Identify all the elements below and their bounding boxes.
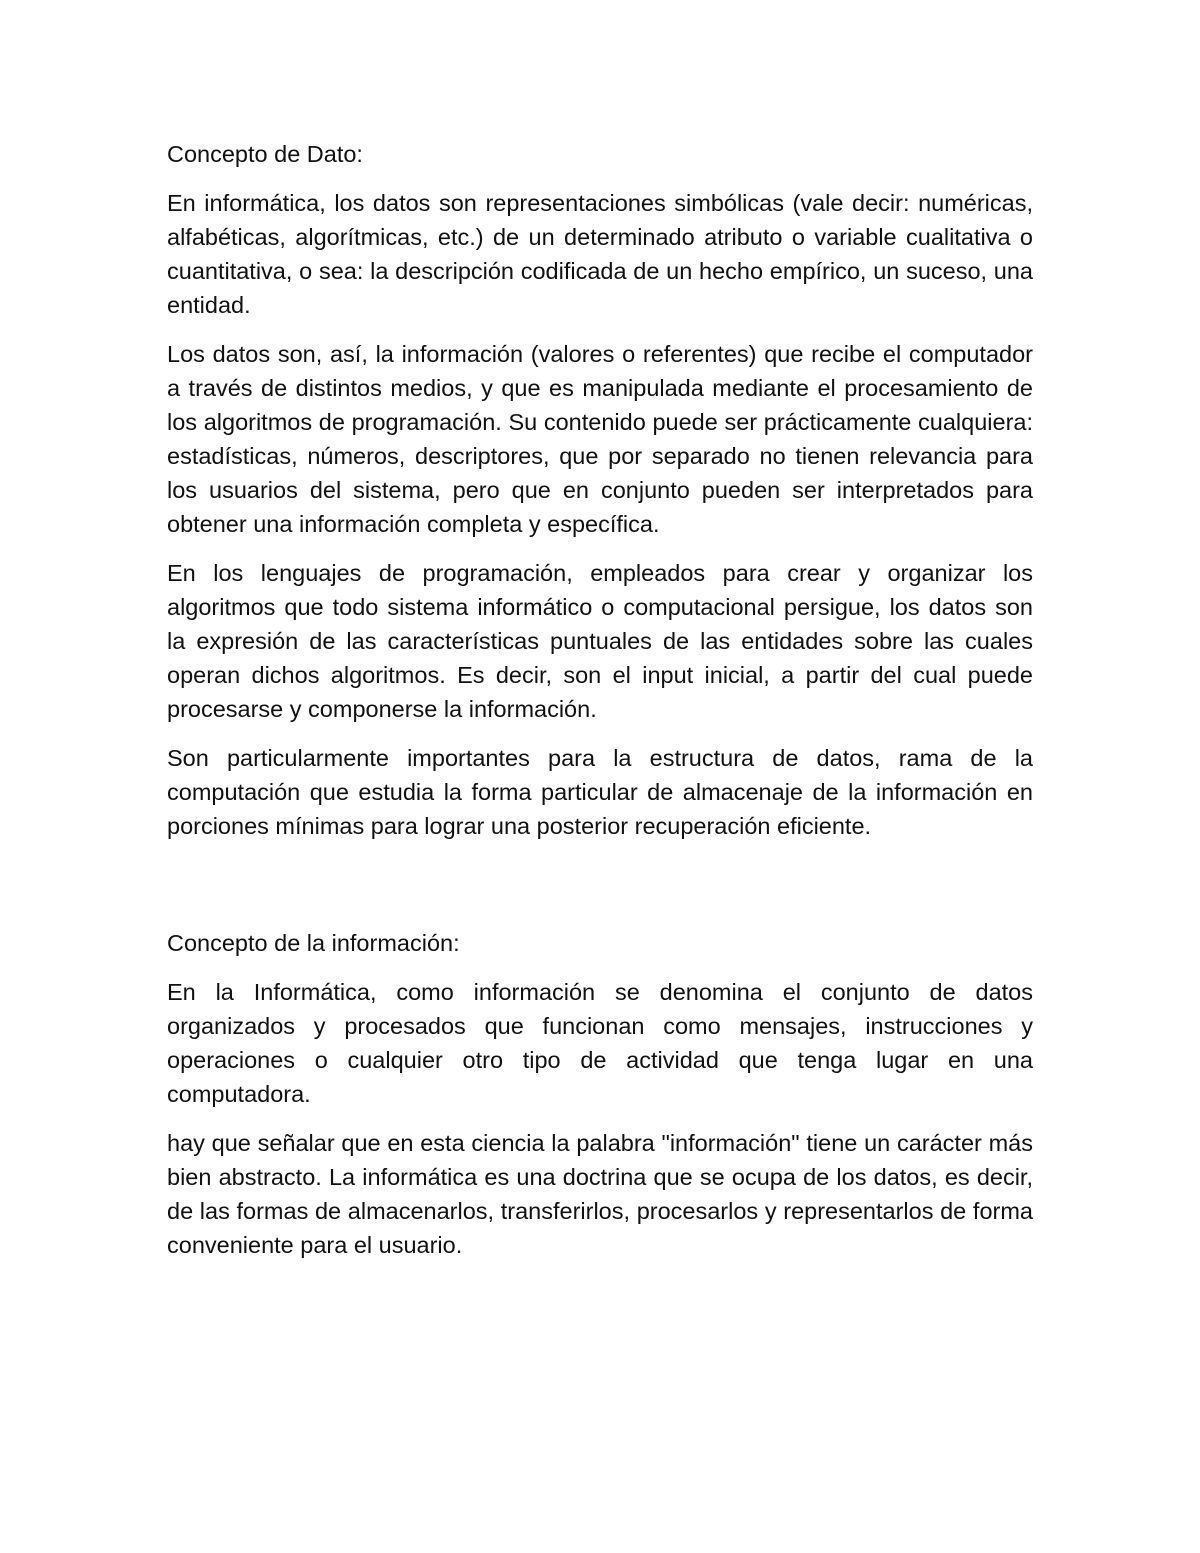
section-heading-dato: Concepto de Dato: bbox=[167, 141, 363, 167]
section-heading-informacion: Concepto de la información: bbox=[167, 930, 460, 956]
paragraph: Son particularmente importantes para la estructura de datos, rama de la computación que estudia la forma particular de almacenaje de la información en porciones mínimas para lograr una posterior recuperación eficiente. bbox=[167, 745, 1033, 839]
paragraph: En los lenguajes de programación, empleados para crear y organizar los algoritmos que todo sistema informático o computacional persigue, los datos son la expresión de las características puntuales de las entidades sobre las cuales operan dichos algoritmos. Es decir, son el input inicial, a partir del cual puede procesarse y componerse la información. bbox=[167, 560, 1033, 722]
paragraph: hay que señalar que en esta ciencia la palabra "información" tiene un carácter más bien abstracto. La informática es una doctrina que se ocupa de los datos, es decir, de las formas de almacenarlos, transferirlos, procesarlos y representarlos de forma conveniente para el usuario. bbox=[167, 1130, 1033, 1258]
paragraph: Los datos son, así, la información (valores o referentes) que recibe el computador a través de distintos medios, y que es manipulada mediante el procesamiento de los algoritmos de programación. Su contenido puede ser prácticamente cualquiera: estadísticas, números, descriptores, que por separado no tienen relevancia para los usuarios del sistema, pero que en conjunto pueden ser interpretados para obtener una información completa y específica. bbox=[167, 341, 1033, 537]
section-spacer bbox=[167, 858, 1033, 926]
paragraph: En informática, los datos son representaciones simbólicas (vale decir: numéricas, alfabéticas, algorítmicas, etc.) de un determinado atributo o variable cualitativa o cuantitativa, o sea: la descripción codificada de un hecho empírico, un suceso, una entidad. bbox=[167, 190, 1033, 318]
document-body bbox=[167, 137, 1033, 1277]
paragraph: En la Informática, como información se denomina el conjunto de datos organizados y procesados que funcionan como mensajes, instrucciones y operaciones o cualquier otro tipo de actividad que tenga lugar en una computadora. bbox=[167, 979, 1033, 1107]
